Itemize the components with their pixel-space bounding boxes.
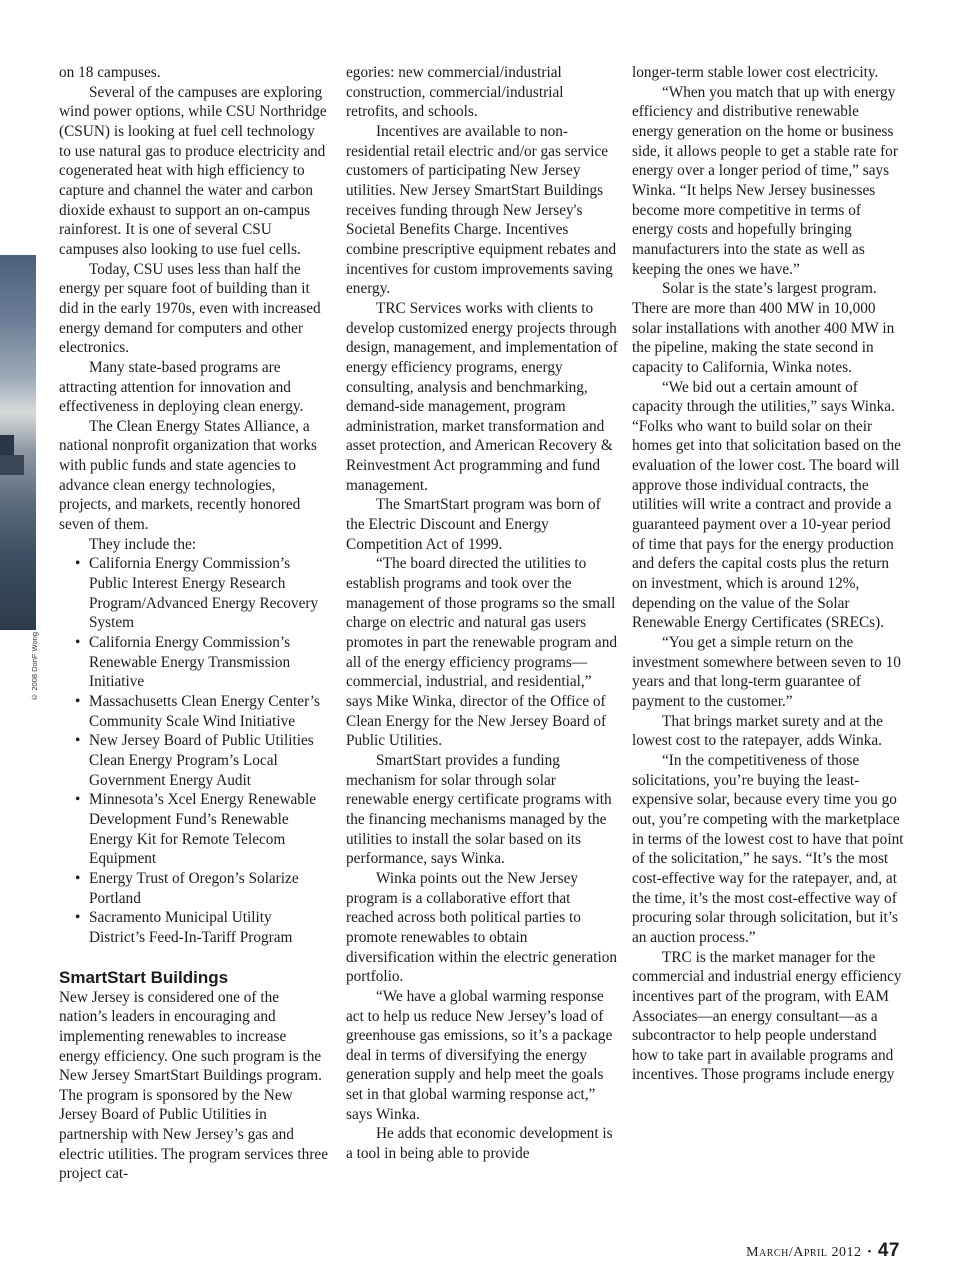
paragraph: Today, CSU uses less than half the energy per square foot of building than it did in the early 1970s, even with increased energy demand for computers and other electronics. [59, 260, 321, 357]
list-item: • California Energy Commission’s Public Interest Energy Research Program/Advanced Energy Recovery System [89, 554, 329, 633]
column-2 [346, 63, 618, 1164]
paragraph: “You get a simple return on the investment somewhere between seven to 10 years and that long-term guarantee of payment to the customer.” [632, 634, 901, 710]
paragraph: TRC is the market manager for the commercial and industrial energy efficiency incentives part of the program, with EAM Associates—an energy consultant—as a subcontractor to help people understand how to take part in available programs and incentives. Those programs include energy [632, 948, 902, 1084]
paragraph: That brings market surety and at the lowest cost to the ratepayer, adds Winka. [632, 712, 883, 750]
list-item: • California Energy Commission’s Renewable Energy Transmission Initiative [89, 633, 329, 692]
paragraph: “In the competitiveness of those solicitations, you’re buying the least-expensive solar, because every time you go out, you’re competing with the marketplace in terms of the lowest cost to have that point of the solicitation,” he says. “It’s the most cost-effective way for the ratepayer, and, at the time, it’s the most cost-effective way of procuring solar through solicitation, but it’s an auction process.” [632, 751, 904, 946]
list-item: • Massachusetts Clean Energy Center’s Community Scale Wind Initiative [89, 692, 329, 731]
paragraph: on 18 campuses. [59, 64, 161, 81]
paragraph: The Clean Energy States Alliance, a national nonprofit organization that works with public funds and state agencies to advance clean energy technologies, projects, and markets, recently honored seven of them. [59, 417, 318, 534]
paragraph: “We bid out a certain amount of capacity through the utilities,” says Winka. “Folks who want to build solar on their homes get into that solicitation based on the evaluation of the lower cost. The board will approve those individual contracts, the utilities will write a contract and provide a guaranteed payment over a 10-year period of time that pays for the energy production and defers the capital costs plus the return on investment, which is around 12%, depending on the value of the Solar Renewable Energy Certificates (SRECs). [632, 378, 901, 632]
photo-credit: © 2008 DonF Wong [30, 632, 39, 702]
photo-strip [0, 255, 36, 630]
paragraph: Solar is the state’s largest program. There are more than 400 MW in 10,000 solar installations with another 400 MW in the pipeline, making the state second in capacity to California, Winka notes. [632, 280, 895, 376]
paragraph: The SmartStart program was born of the Electric Discount and Energy Competition Act of 1999. [346, 496, 601, 553]
honoree-list [59, 554, 329, 947]
issue-date: March/April 2012 [746, 1245, 862, 1260]
paragraph: They include the: [89, 535, 197, 553]
paragraph: Winka points out the New Jersey program is a collaborative effort that reached across both political parties to promote renewables to obtain diversification within the electric generation portfolio. [346, 869, 617, 986]
paragraph: Incentives are available to non-residential retail electric and/or gas service customers of participating New Jersey utilities. New Jersey SmartStart Buildings receives funding through New Jersey's Societal Benefits Charge. Incentives combine prescriptive equipment rebates and incentives for custom improvements saving energy. [346, 122, 617, 298]
paragraph: Many state-based programs are attracting attention for innovation and effectiveness in deploying clean energy. [59, 358, 304, 416]
footer-separator: • [867, 1246, 872, 1258]
list-item: • Minnesota’s Xcel Energy Renewable Development Fund’s Renewable Energy Kit for Remote Telecom Equipment [89, 790, 329, 869]
paragraph: “The board directed the utilities to establish programs and took over the management of those programs so the small charge on electric and natural gas users promotes in part the renewable program and all of the energy efficiency programs—commercial, industrial, and residential,” says Mike Winka, director of the Office of Clean Energy for the New Jersey Board of Public Utilities. [346, 555, 617, 750]
list-item: • Energy Trust of Oregon’s Solarize Portland [89, 869, 329, 908]
list-item: • New Jersey Board of Public Utilities Clean Energy Program’s Local Government Energy Audit [89, 731, 329, 790]
paragraph: SmartStart provides a funding mechanism for solar through solar renewable energy certificate programs with the financing mechanisms managed by the utilities to install the solar based on its performance, says Winka. [346, 751, 612, 868]
paragraph: longer-term stable lower cost electricity. [632, 64, 879, 81]
paragraph: egories: new commercial/industrial construction, commercial/industrial retrofits, and schools. [346, 64, 564, 121]
page-number: 47 [877, 1240, 900, 1261]
section-heading: SmartStart Buildings [59, 967, 229, 987]
column-1 [59, 63, 329, 1184]
page-footer [746, 1240, 900, 1262]
paragraph: “When you match that up with energy efficiency and distributive renewable energy generation on the home or business side, it allows people to get a stable rate for energy over a longer period of time,” says Winka. “It helps New Jersey businesses become more competitive in terms of energy costs and hopefully bringing manufacturers into the state as well as keeping the ones we have.” [632, 83, 898, 278]
paragraph: New Jersey is considered one of the nation’s leaders in encouraging and implementing renewables to increase energy efficiency. One such program is the New Jersey SmartStart Buildings program. The program is sponsored by the New Jersey Board of Public Utilities in partnership with New Jersey’s gas and electric utilities. The program services three project cat- [59, 988, 329, 1183]
paragraph: TRC Services works with clients to develop customized energy projects through design, management, and implementation of energy efficiency programs, energy consulting, analysis and benchmarking, demand-side management, program administration, market transformation and asset protection, and American Recovery & Reinvestment Act programming and fund management. [346, 299, 618, 494]
column-3 [632, 63, 904, 1085]
paragraph: He adds that economic development is a tool in being able to provide [346, 1125, 613, 1163]
paragraph: “We have a global warming response act to help us reduce New Jersey’s load of greenhouse gas emissions, so it’s a package deal in terms of diversifying the energy generation supply and help meet the goals set in that global warming response act,” says Winka. [346, 987, 613, 1123]
paragraph: Several of the campuses are exploring wind power options, while CSU Northridge (CSUN) is looking at fuel cell technology to use natural gas to produce electricity and cogenerated heat with high efficiency to capture and channel the water and carbon dioxide exhaust to support an on-campus rainforest. It is one of several CSU campuses also looking to use fuel cells. [59, 83, 327, 258]
list-item: • Sacramento Municipal Utility District’s Feed-In-Tariff Program [89, 908, 329, 947]
